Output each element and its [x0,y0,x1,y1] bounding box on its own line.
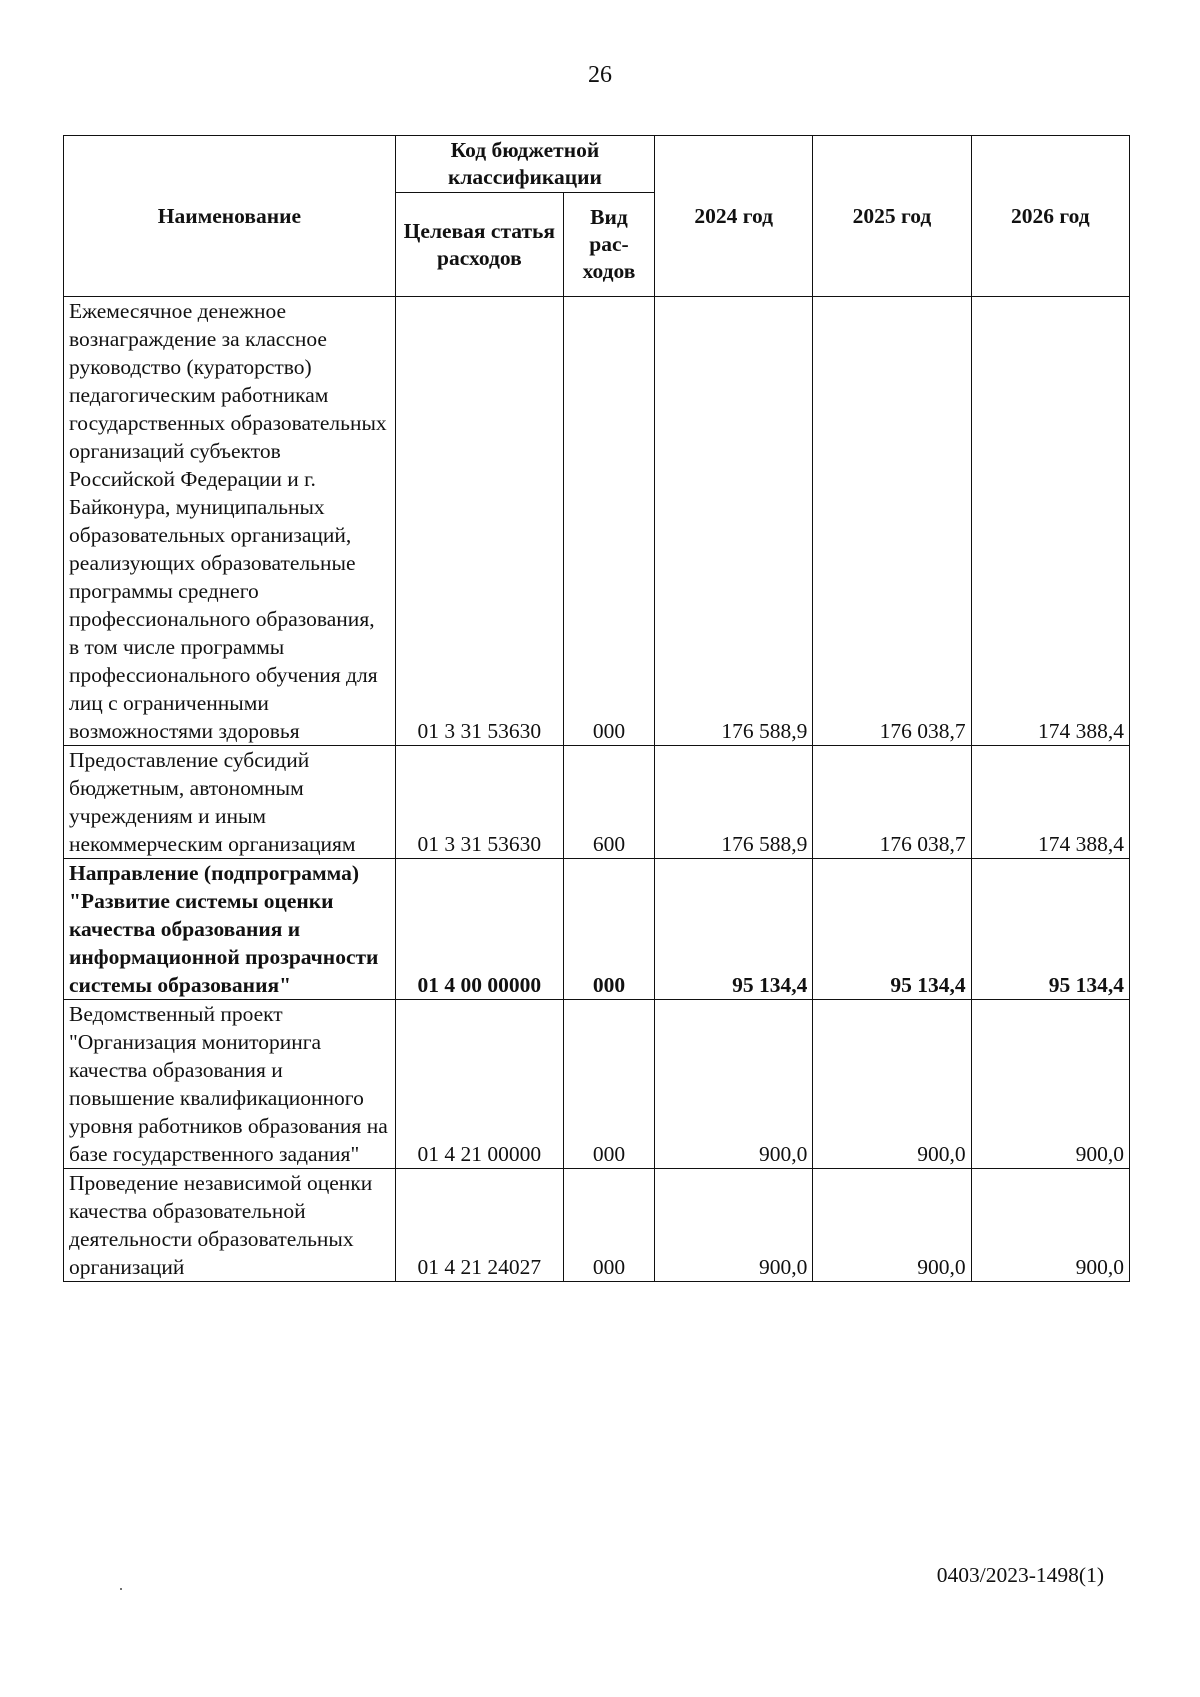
row-target-article: 01 3 31 53630 [395,746,563,859]
row-amount-2025: 95 134,4 [813,859,971,1000]
row-amount-2024: 95 134,4 [655,859,813,1000]
row-expense-kind: 000 [563,1000,654,1169]
row-expense-kind: 600 [563,746,654,859]
row-target-article: 01 4 21 00000 [395,1000,563,1169]
header-year-2024: 2024 год [655,136,813,297]
row-expense-kind: 000 [563,1169,654,1282]
row-name: Направление (подпрограмма) "Развитие системы оценки качества образования и информационной прозрачности системы образования" [64,859,396,1000]
row-amount-2026: 95 134,4 [971,859,1129,1000]
row-amount-2026: 900,0 [971,1169,1129,1282]
header-name: Наименование [64,136,396,297]
row-target-article: 01 4 21 24027 [395,1169,563,1282]
row-amount-2026: 174 388,4 [971,746,1129,859]
table-row [64,859,1130,1000]
header-budget-code-group: Код бюджетной классификации [395,136,654,193]
row-expense-kind: 000 [563,859,654,1000]
row-amount-2024: 176 588,9 [655,297,813,746]
scan-speck [120,1588,122,1590]
row-amount-2025: 176 038,7 [813,746,971,859]
row-name: Ведомственный проект "Организация мониторинга качества образования и повышение квалификационного уровня работников образования на базе государственного задания" [64,1000,396,1169]
row-amount-2024: 900,0 [655,1000,813,1169]
row-target-article: 01 3 31 53630 [395,297,563,746]
row-expense-kind: 000 [563,297,654,746]
header-year-2026: 2026 год [971,136,1129,297]
table-row [64,746,1130,859]
row-amount-2024: 900,0 [655,1169,813,1282]
row-amount-2026: 900,0 [971,1000,1129,1169]
row-amount-2025: 900,0 [813,1000,971,1169]
row-name: Проведение независимой оценки качества образовательной деятельности образовательных организаций [64,1169,396,1282]
row-amount-2026: 174 388,4 [971,297,1129,746]
header-year-2025: 2025 год [813,136,971,297]
table-row [64,297,1130,746]
row-name: Предоставление субсидий бюджетным, автономным учреждениям и иным некоммерческим организациям [64,746,396,859]
page-number: 26 [588,62,612,88]
row-amount-2025: 176 038,7 [813,297,971,746]
row-target-article: 01 4 00 00000 [395,859,563,1000]
table-row [64,1000,1130,1169]
table-row [64,1169,1130,1282]
row-name: Ежемесячное денежное вознаграждение за классное руководство (кураторство) педагогическим работникам государственных образовательных организаций субъектов Российской Федерации и г. Байконура, муниципальных образовательных организаций, реализующих образовательные программы среднего профессионального образования, в том числе программы профессионального обучения для лиц с ограниченными возможностями здоровья [64,297,396,746]
header-expense-kind: Вид рас-ходов [563,193,654,297]
row-amount-2025: 900,0 [813,1169,971,1282]
row-amount-2024: 176 588,9 [655,746,813,859]
header-target-article: Целевая статья расходов [395,193,563,297]
budget-table [63,135,1130,1282]
document-code: 0403/2023-1498(1) [936,1563,1104,1587]
